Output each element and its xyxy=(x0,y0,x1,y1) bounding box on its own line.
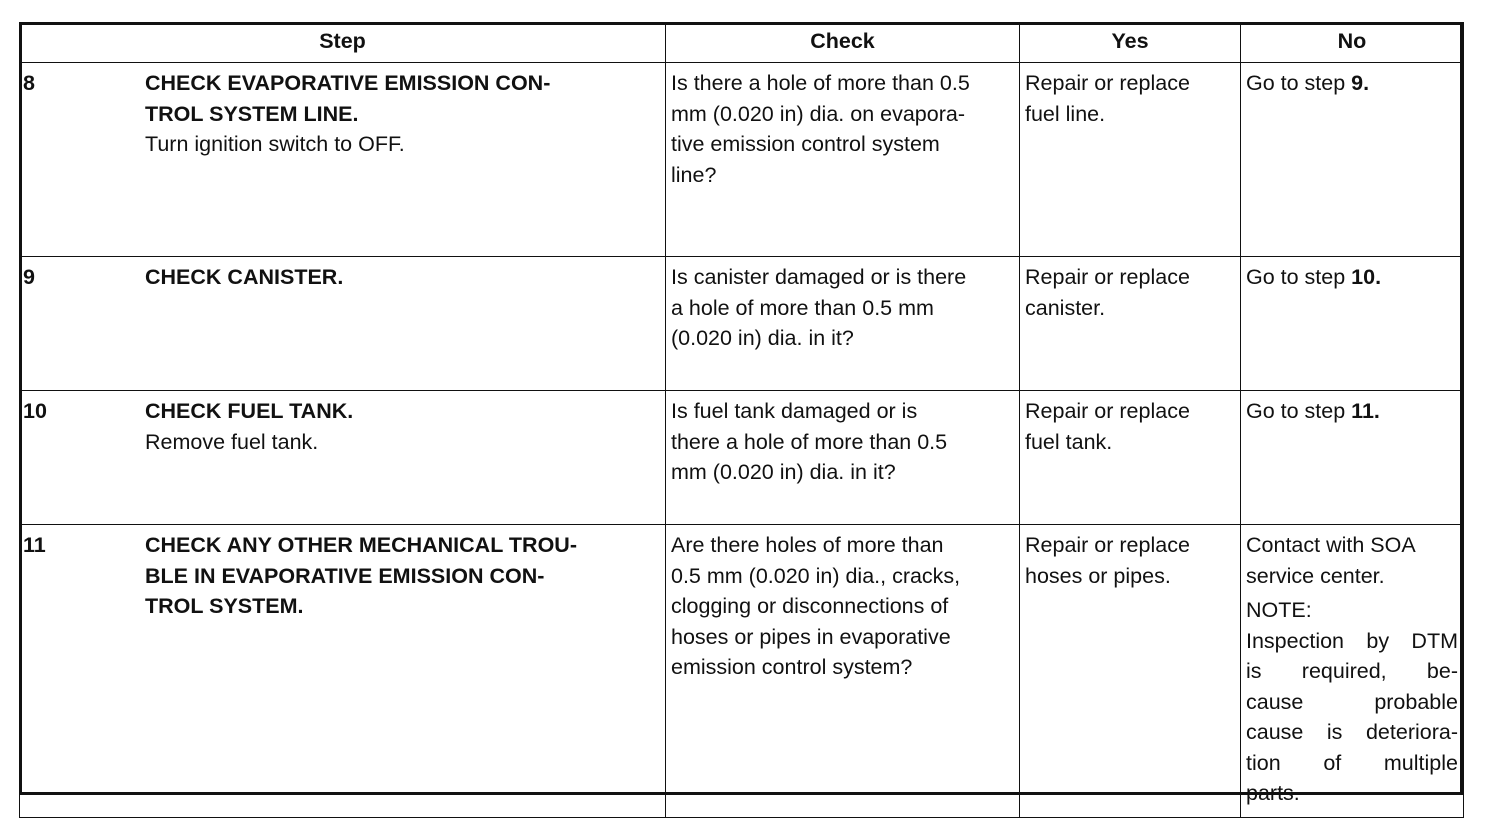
check-line: 0.5 mm (0.020 in) dia., cracks, xyxy=(671,563,961,588)
yes-line: fuel line. xyxy=(1025,101,1106,126)
step-title-line: BLE IN EVAPORATIVE EMISSION CON- xyxy=(145,563,545,588)
step-number: 11 xyxy=(23,533,46,557)
step-number: 9 xyxy=(23,265,35,289)
step-title-line: TROL SYSTEM LINE. xyxy=(145,101,359,126)
step-detail: Turn ignition switch to OFF. xyxy=(145,132,405,156)
header-yes: Yes xyxy=(1020,23,1241,63)
step-title-line: CHECK ANY OTHER MECHANICAL TROU- xyxy=(145,533,577,557)
note-line: cause is deteriora- xyxy=(1246,720,1458,744)
no-step-ref: 9. xyxy=(1351,71,1370,95)
step-title-line: TROL SYSTEM. xyxy=(145,594,304,618)
yes-line: fuel tank. xyxy=(1025,429,1113,454)
check-line: mm (0.020 in) dia. on evapora- xyxy=(671,101,965,126)
yes-line: Repair or replace xyxy=(1025,265,1190,289)
no-step-ref: 11. xyxy=(1351,399,1380,423)
header-step: Step xyxy=(20,23,666,63)
check-line: mm (0.020 in) dia. in it? xyxy=(671,460,896,484)
no-prefix: Go to step xyxy=(1246,265,1352,289)
step-number: 10 xyxy=(23,399,47,423)
note-line: is required, be- xyxy=(1246,659,1458,683)
check-line: hoses or pipes in evaporative xyxy=(671,624,951,649)
note-label: NOTE: xyxy=(1246,598,1312,622)
check-line: Is fuel tank damaged or is xyxy=(671,399,918,423)
no-prefix: Go to step xyxy=(1246,71,1352,95)
step-number: 8 xyxy=(23,71,35,95)
yes-line: Repair or replace xyxy=(1025,399,1190,423)
yes-line: Repair or replace xyxy=(1025,533,1190,557)
check-line: line? xyxy=(671,162,717,187)
check-line: Are there holes of more than xyxy=(671,533,944,557)
yes-line: Repair or replace xyxy=(1025,71,1190,95)
check-line: a hole of more than 0.5 mm xyxy=(671,295,934,320)
check-line: there a hole of more than 0.5 xyxy=(671,429,948,454)
header-no: No xyxy=(1241,23,1464,63)
note-line: tion of multiple xyxy=(1246,750,1458,775)
check-line: Is canister damaged or is there xyxy=(671,265,967,289)
no-step-ref: 10. xyxy=(1351,265,1382,289)
step-title-line: CHECK CANISTER. xyxy=(145,265,344,289)
yes-line: hoses or pipes. xyxy=(1025,563,1171,588)
note-line: cause probable xyxy=(1246,689,1458,714)
no-line: service center. xyxy=(1246,563,1385,588)
step-title-line: CHECK FUEL TANK. xyxy=(145,399,354,423)
note-line: parts. xyxy=(1246,781,1300,805)
check-line: Is there a hole of more than 0.5 xyxy=(671,71,970,95)
check-line: clogging or disconnections of xyxy=(671,594,949,618)
step-detail: Remove fuel tank. xyxy=(145,429,319,454)
check-line: tive emission control system xyxy=(671,132,940,156)
no-line: Contact with SOA xyxy=(1246,533,1416,557)
header-check: Check xyxy=(666,23,1020,63)
check-line: emission control system? xyxy=(671,655,913,679)
no-prefix: Go to step xyxy=(1246,399,1352,423)
check-line: (0.020 in) dia. in it? xyxy=(671,326,854,350)
note-line: Inspection by DTM xyxy=(1246,628,1458,653)
step-title-line: CHECK EVAPORATIVE EMISSION CON- xyxy=(145,71,551,95)
table-outer-border xyxy=(19,22,1463,795)
yes-line: canister. xyxy=(1025,295,1106,320)
